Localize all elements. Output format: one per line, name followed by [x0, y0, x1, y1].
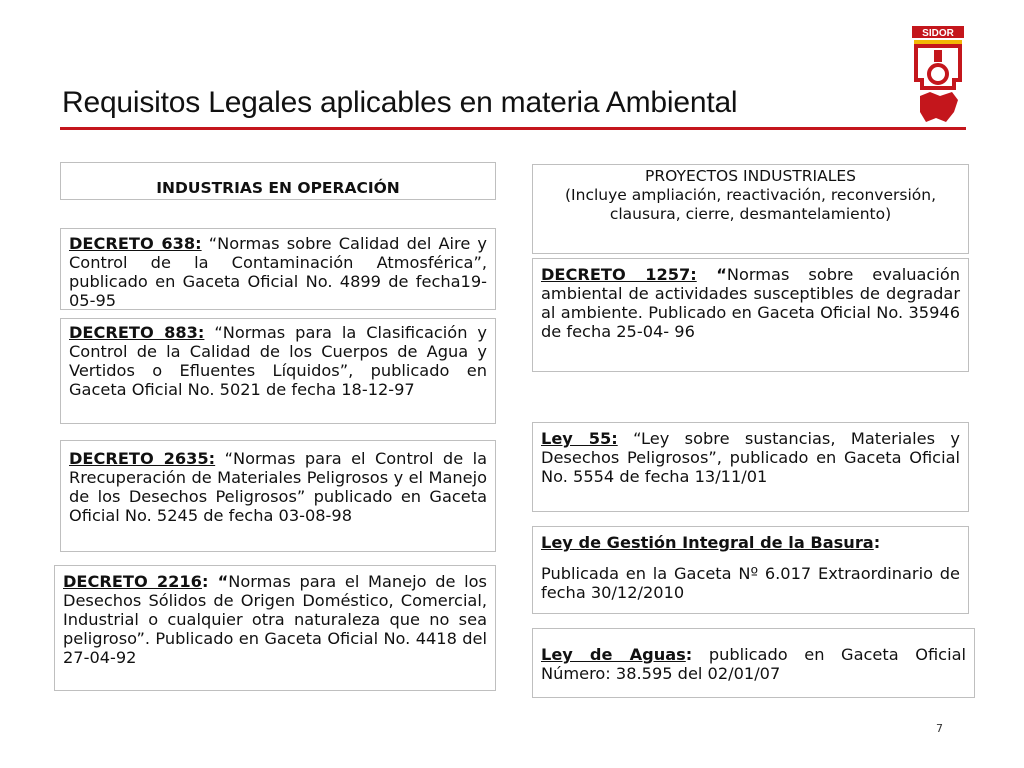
decreto-883-text: “Normas para la Clasificación y Control de la Calidad de los Cuerpos de Agua y Vertidos o Efluentes Líquidos”, publicado en Gaceta Oficial No. 5021 de fecha 18-12-97	[69, 323, 487, 399]
left-header: INDUSTRIAS EN OPERACIÓN	[156, 179, 400, 197]
ley-aguas-text: publicado en Gaceta Oficial Número: 38.595 del 02/01/07	[541, 645, 966, 683]
decreto-2635-head: DECRETO 2635:	[69, 449, 216, 468]
ley-basura-head: Ley de Gestión Integral de la Basura	[541, 533, 874, 552]
decreto-638-box	[60, 228, 496, 310]
decreto-2635-box	[60, 440, 496, 552]
decreto-1257-quote: “	[696, 265, 727, 284]
ley-55-box	[532, 422, 969, 512]
title-divider	[60, 127, 966, 130]
left-header-box	[60, 162, 496, 200]
right-header-sub: (Incluye ampliación, reactivación, reconversión, clausura, cierre, desmantelamiento)	[565, 186, 936, 223]
ley-aguas-colon: :	[685, 645, 693, 664]
ley-basura-box	[532, 526, 969, 614]
ley-aguas-box	[532, 628, 975, 698]
decreto-2216-box	[54, 565, 496, 691]
decreto-1257-head: DECRETO 1257:	[541, 265, 697, 284]
decreto-1257-box	[532, 258, 969, 372]
page-title: Requisitos Legales aplicables en materia Ambiental	[62, 86, 738, 119]
decreto-2216-colon: :	[201, 572, 209, 591]
decreto-2216-head: DECRETO 2216	[63, 572, 202, 591]
decreto-2216-text: Normas para el Manejo de los Desechos Sólidos de Origen Doméstico, Comercial, Industrial o cualquier otra naturaleza que no sea peligroso”. Publicado en Gaceta Oficial No. 4418 del 27-04-92	[63, 572, 487, 667]
decreto-638-head: DECRETO 638:	[69, 234, 202, 253]
decreto-883-box	[60, 318, 496, 424]
ley-basura-text: Publicada en la Gaceta Nº 6.017 Extraordinario de fecha 30/12/2010	[541, 564, 960, 602]
right-header-title: PROYECTOS INDUSTRIALES	[645, 167, 856, 185]
page-number: 7	[936, 722, 943, 735]
decreto-638-text: “Normas sobre Calidad del Aire y Control de la Contaminación Atmosférica”, publicado en Gaceta Oficial No. 4899 de fecha19-05-95	[69, 234, 487, 310]
decreto-883-head: DECRETO 883:	[69, 323, 205, 342]
ley-basura-colon: :	[873, 533, 881, 552]
ley-aguas-head: Ley de Aguas	[541, 645, 686, 664]
decreto-2216-quote: “	[208, 572, 229, 591]
sidor-logo	[910, 26, 966, 128]
decreto-2635-text: “Normas para el Control de la Rrecuperación de Materiales Peligrosos y el Manejo de los Desechos Peligrosos” publicado en Gaceta Oficial No. 5245 de fecha 03-08-98	[69, 449, 487, 525]
decreto-1257-text: Normas sobre evaluación ambiental de actividades susceptibles de degradar al ambiente. Publicado en Gaceta Oficial No. 35946 de fecha 25-04- 96	[541, 265, 960, 341]
logo-brand: SIDOR	[922, 28, 954, 39]
ley-55-head: Ley 55:	[541, 429, 618, 448]
ley-55-text: “Ley sobre sustancias, Materiales y Desechos Peligrosos”, publicado en Gaceta Oficial No. 5554 de fecha 13/11/01	[541, 429, 961, 486]
right-header-box	[532, 164, 969, 254]
